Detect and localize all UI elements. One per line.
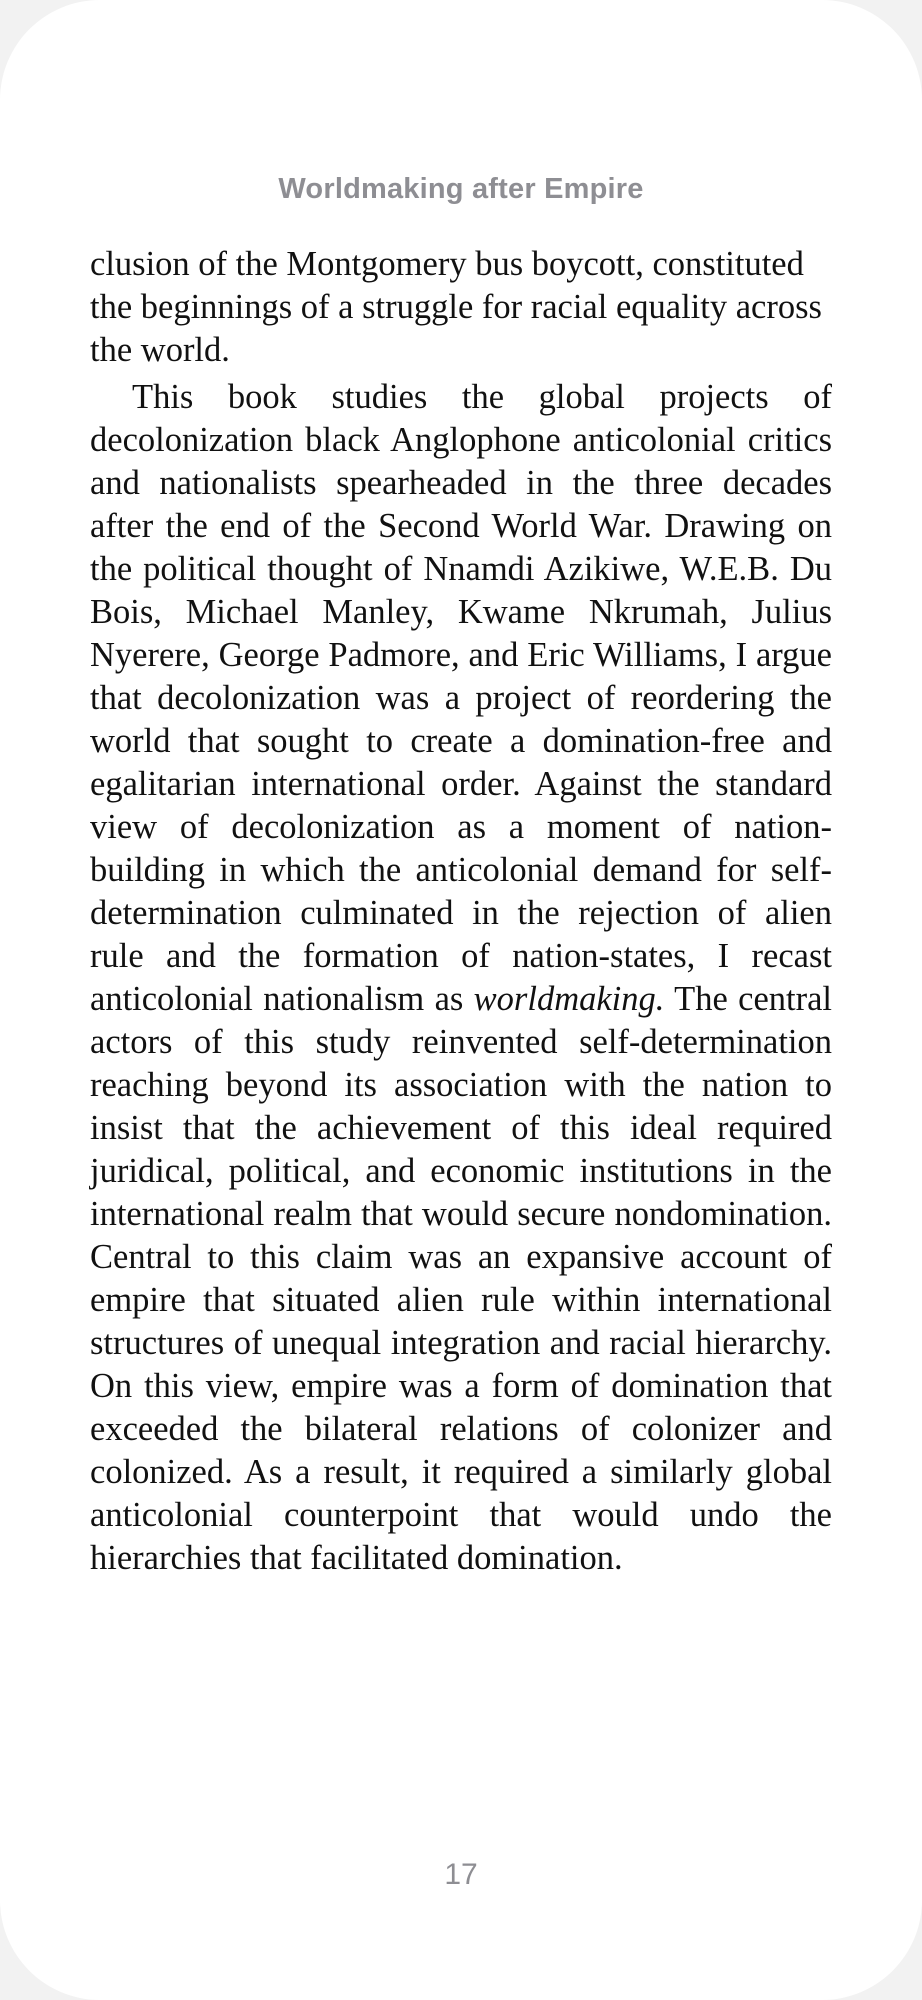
paragraph-continued: clusion of the Montgomery bus boycott, constituted the beginnings of a struggle for racial equality across the world. [90, 245, 822, 369]
paragraph-text-start: This book studies the global projects of decolonization black Anglophone anticolonial critics and nationalists spearheaded in the three decades after the end of the Second World War. Drawing on the political thought of Nnamdi Azikiwe, W.E.B. Du Bois, Michael Manley, Kwame Nkrumah, Julius Nyerere, George Padmore, and Eric Williams, I argue that decolonization was a project of reordering the world that sought to create a domination-free and egalitarian international order. Against the standard view of decolonization as a moment of nation-building in which the anticolonial demand for self-determination culminated in the rejection of alien rule and the formation of nation-states, I recast anticolonial nationalism as [90, 378, 832, 1018]
paragraph [90, 376, 832, 1580]
paragraph-text-end: The central actors of this study reinvented self-determination reaching beyond its association with the nation to insist that the achievement of this ideal required juridical, political, and economic institutions in the international realm that would secure nondomination. Central to this claim was an expansive account of empire that situated alien rule within international structures of unequal integration and racial hierarchy. On this view, empire was a form of domination that exceeded the bilateral relations of colonizer and colonized. As a result, it required a similarly global anticolonial counterpoint that would undo the hierarchies that facilitated domination. [90, 980, 832, 1577]
italic-term: worldmaking. [473, 980, 665, 1018]
page-text [90, 243, 832, 1580]
running-header-title: Worldmaking after Empire [278, 173, 644, 205]
page-number: 17 [444, 1858, 478, 1891]
